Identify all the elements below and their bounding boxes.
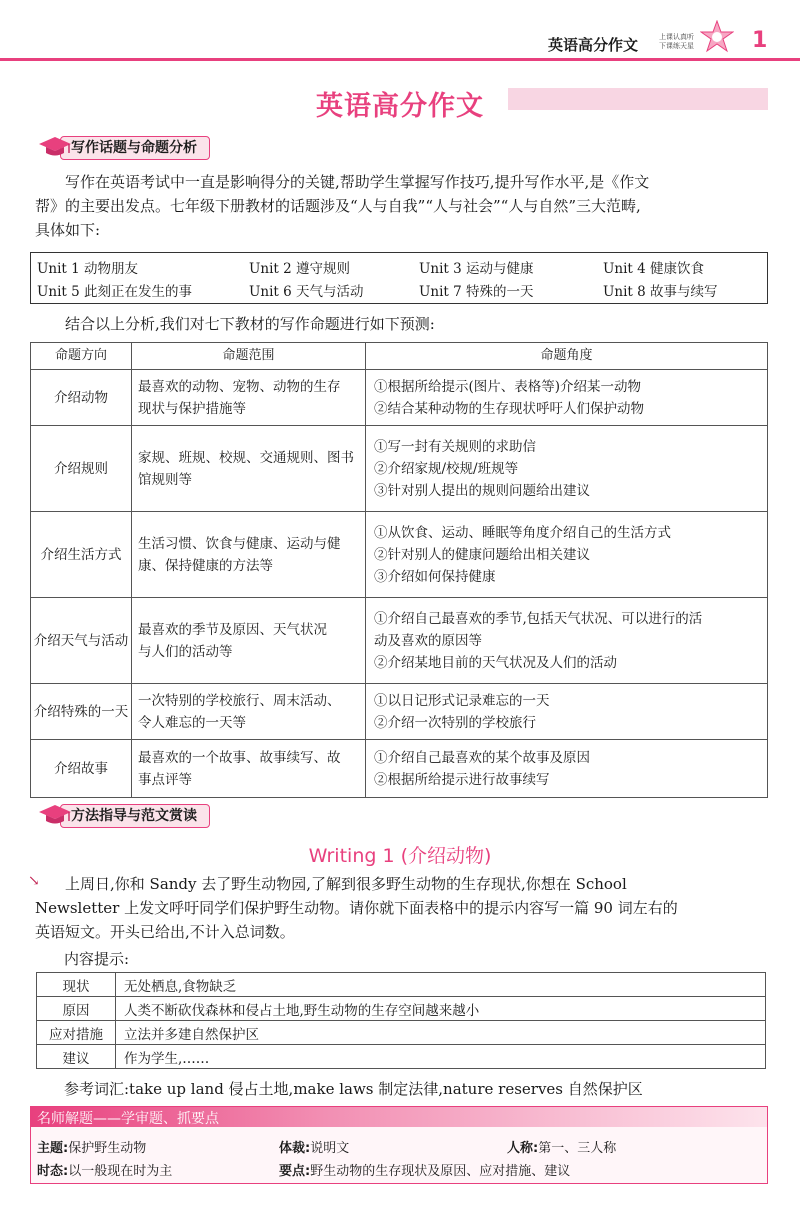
scope-cell	[132, 740, 366, 798]
graduation-cap-icon	[38, 802, 72, 828]
forecast-intro	[35, 312, 765, 336]
header-slogan	[659, 33, 695, 51]
table-header: 命题方向	[31, 343, 132, 370]
angle-line: ①根据所给提示(图片、表格等)介绍某一动物	[374, 378, 642, 395]
header-slogan-line2: 下课练天星	[659, 42, 694, 50]
scope-line: 现状与保护措施等	[138, 400, 246, 417]
prompt-line: 上周日,你和 Sandy 去了野生动物园,了解到很多野生动物的生存现状,你想在 School	[65, 875, 627, 893]
genre-label: 体裁:	[279, 1141, 311, 1156]
scope-cell	[132, 598, 366, 684]
table-row	[31, 740, 768, 798]
hint-key: 建议	[37, 1045, 116, 1069]
topic-label: 主题:	[37, 1141, 69, 1156]
angle-line: ②介绍家规/校规/班规等	[374, 460, 519, 477]
points-field	[279, 1160, 570, 1179]
header-divider	[0, 58, 800, 61]
scope-line: 康、保持健康的方法等	[138, 557, 273, 574]
scope-cell	[132, 684, 366, 740]
tense-value: 以一般现在时为主	[68, 1164, 173, 1179]
genre-field	[279, 1137, 349, 1156]
direction-cell: 介绍天气与活动	[31, 598, 132, 684]
unit-item: Unit 7 特殊的一天	[419, 284, 534, 300]
unit-item: Unit 8 故事与续写	[603, 284, 718, 300]
hint-value: 人类不断砍伐森林和侵占土地,野生动物的生存空间越来越小	[116, 997, 766, 1021]
section-title: 写作话题与命题分析	[60, 136, 210, 160]
angle-line: ②结合某种动物的生存现状呼吁人们保护动物	[374, 400, 644, 417]
teacher-box-title: 名师解题——学审题、抓要点	[37, 1111, 219, 1127]
hint-value: 立法并多建自然保护区	[116, 1021, 766, 1045]
unit-item: Unit 5 此刻正在发生的事	[37, 284, 192, 300]
vocab-line: 参考词汇:take up land 侵占土地,make laws 制定法律,nature reserves 自然保护区	[64, 1080, 643, 1098]
graduation-cap-icon	[38, 134, 72, 160]
table-header: 命题范围	[132, 343, 366, 370]
angle-line: 动及喜欢的原因等	[374, 632, 482, 649]
topic-value: 保护野生动物	[68, 1141, 147, 1156]
table-row	[37, 1021, 766, 1045]
scope-line: 馆规则等	[138, 471, 192, 488]
person-field	[507, 1137, 616, 1156]
prompt-line: 英语短文。开头已给出,不计入总词数。	[35, 923, 295, 941]
teacher-analysis-box	[30, 1106, 768, 1184]
table-row	[31, 426, 768, 512]
unit-item: Unit 6 天气与活动	[249, 284, 364, 300]
hint-key: 原因	[37, 997, 116, 1021]
pen-mark-icon: ↘	[28, 873, 40, 889]
page-number: 1	[752, 28, 768, 53]
header-title: 英语高分作文	[548, 36, 639, 54]
intro-paragraph	[35, 170, 765, 242]
intro-line: 帮》的主要出发点。七年级下册教材的话题涉及“人与自我”“人与社会”“人与自然”三大范畴,	[35, 197, 641, 215]
scope-cell	[132, 512, 366, 598]
direction-cell: 介绍动物	[31, 370, 132, 426]
prompt-line: Newsletter 上发文呼吁同学们保护野生动物。请你就下面表格中的提示内容写一篇 90 词左右的	[35, 899, 678, 917]
angle-cell	[366, 740, 768, 798]
star-logo-icon	[700, 20, 734, 54]
scope-line: 最喜欢的一个故事、故事续写、故	[138, 749, 341, 766]
table-row	[31, 370, 768, 426]
direction-cell: 介绍故事	[31, 740, 132, 798]
angle-line: ③针对别人提出的规则问题给出建议	[374, 482, 590, 499]
tense-label: 时态:	[37, 1164, 69, 1179]
unit-item: Unit 4 健康饮食	[603, 261, 704, 277]
angle-cell	[366, 684, 768, 740]
table-row	[37, 1045, 766, 1069]
person-label: 人称:	[507, 1141, 539, 1156]
teacher-box-header	[31, 1107, 767, 1127]
hint-label: 内容提示:	[64, 950, 130, 968]
hints-table	[36, 972, 766, 1069]
angle-line: ①写一封有关规则的求助信	[374, 438, 536, 455]
writing-title: Writing 1 (介绍动物)	[308, 845, 492, 867]
angle-line: ②根据所给提示进行故事续写	[374, 771, 550, 788]
scope-cell	[132, 370, 366, 426]
scope-line: 事点评等	[138, 771, 192, 788]
scope-line: 家规、班规、校规、交通规则、图书	[138, 449, 354, 466]
scope-line: 最喜欢的动物、宠物、动物的生存	[138, 378, 341, 395]
hint-value: 作为学生,……	[116, 1045, 766, 1069]
intro-line: 具体如下:	[35, 221, 101, 239]
scope-line: 一次特别的学校旅行、周末活动、	[138, 692, 341, 709]
angle-cell	[366, 370, 768, 426]
direction-cell: 介绍规则	[31, 426, 132, 512]
topic-field	[37, 1137, 146, 1156]
angle-cell	[366, 598, 768, 684]
table-header: 命题角度	[366, 343, 768, 370]
table-row	[31, 512, 768, 598]
forecast-table	[30, 342, 768, 798]
unit-item: Unit 1 动物朋友	[37, 261, 138, 277]
angle-line: ③介绍如何保持健康	[374, 568, 496, 585]
angle-line: ①从饮食、运动、睡眠等角度介绍自己的生活方式	[374, 524, 671, 541]
angle-line: ①以日记形式记录难忘的一天	[374, 692, 550, 709]
hint-value: 无处栖息,食物缺乏	[116, 973, 766, 997]
person-value: 第一、三人称	[538, 1141, 617, 1156]
page-title: 英语高分作文	[316, 91, 484, 122]
intro-line: 写作在英语考试中一直是影响得分的关键,帮助学生掌握写作技巧,提升写作水平,是《作文	[65, 173, 650, 191]
angle-cell	[366, 426, 768, 512]
table-row	[31, 684, 768, 740]
unit-item: Unit 2 遵守规则	[249, 261, 350, 277]
angle-line: ②介绍某地目前的天气状况及人们的活动	[374, 654, 617, 671]
points-value: 野生动物的生存现状及原因、应对措施、建议	[310, 1164, 571, 1179]
scope-line: 最喜欢的季节及原因、天气状况	[138, 621, 327, 638]
genre-value: 说明文	[310, 1141, 350, 1156]
points-label: 要点:	[279, 1164, 311, 1179]
header-slogan-line1: 上课认真听	[659, 33, 694, 41]
writing-prompt	[35, 872, 765, 944]
angle-line: ②针对别人的健康问题给出相关建议	[374, 546, 590, 563]
page-header	[0, 0, 800, 62]
scope-cell	[132, 426, 366, 512]
scope-line: 令人难忘的一天等	[138, 714, 246, 731]
hint-key: 现状	[37, 973, 116, 997]
direction-cell: 介绍生活方式	[31, 512, 132, 598]
table-row	[37, 973, 766, 997]
units-box	[30, 252, 768, 304]
unit-item: Unit 3 运动与健康	[419, 261, 534, 277]
angle-line: ②介绍一次特别的学校旅行	[374, 714, 536, 731]
table-row	[37, 997, 766, 1021]
direction-cell: 介绍特殊的一天	[31, 684, 132, 740]
angle-line: ①介绍自己最喜欢的季节,包括天气状况、可以进行的活	[374, 610, 703, 627]
hint-key: 应对措施	[37, 1021, 116, 1045]
section-title: 方法指导与范文赏读	[60, 804, 210, 828]
angle-cell	[366, 512, 768, 598]
table-header-row	[31, 343, 768, 370]
angle-line: ①介绍自己最喜欢的某个故事及原因	[374, 749, 590, 766]
tense-field	[37, 1160, 172, 1179]
table-row	[31, 598, 768, 684]
forecast-intro-text: 结合以上分析,我们对七下教材的写作命题进行如下预测:	[65, 315, 435, 333]
scope-line: 生活习惯、饮食与健康、运动与健	[138, 535, 341, 552]
scope-line: 与人们的活动等	[138, 643, 233, 660]
